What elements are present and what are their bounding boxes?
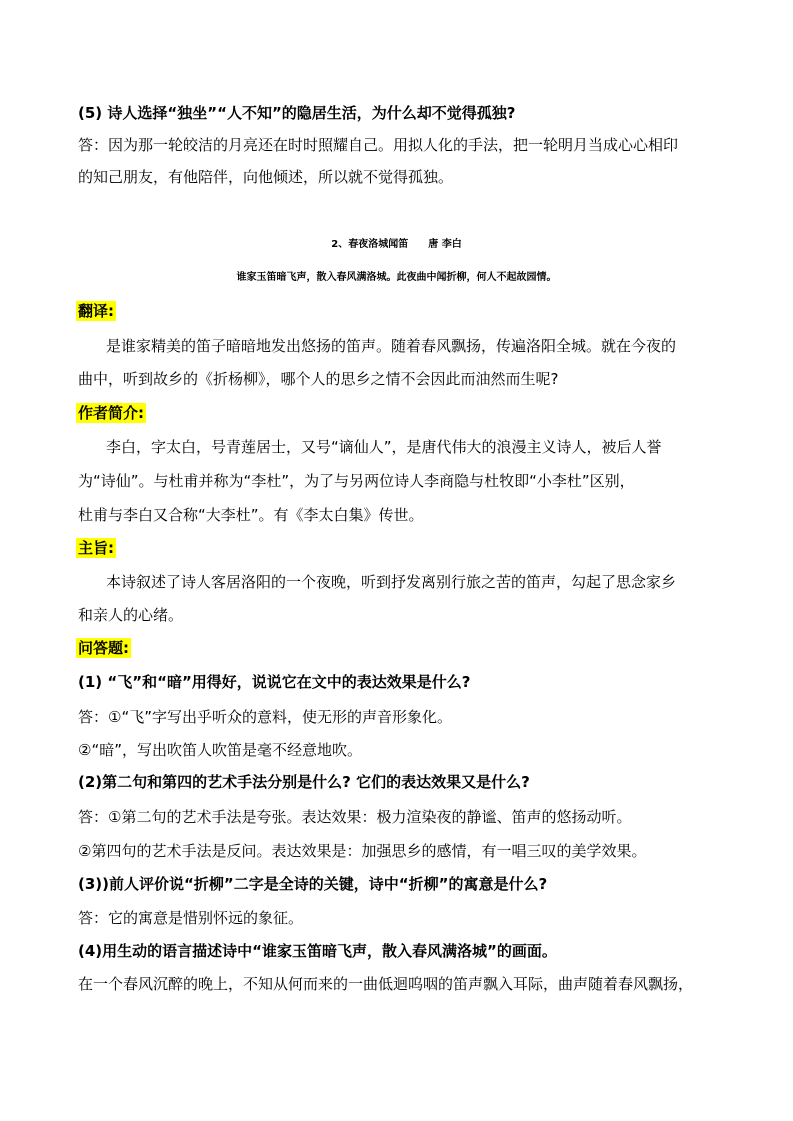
answer-5-line-1: 答：因为那一轮皎洁的月亮还在时时照耀自己。用拟人化的手法，把一轮明月当成心心相印 xyxy=(78,136,679,154)
answer-5-line-2: 的知己朋友，有他陪伴，向他倾述，所以就不觉得孤独。 xyxy=(78,168,454,186)
poem-text: 谁家玉笛暗飞声，散入春风满洛城。此夜曲中闻折柳，何人不起故园情。 xyxy=(236,272,557,283)
qa-heading xyxy=(76,638,131,658)
translation-heading-label: 翻译: xyxy=(78,302,114,320)
theme-line-1: 本诗叙述了诗人客居洛阳的一个夜晚，听到抒发离别行旅之苦的笛声，勾起了思念家乡 xyxy=(106,573,677,591)
theme-heading-label: 主旨: xyxy=(78,539,114,557)
answer-2-line-1: 答：①第二句的艺术手法是夸张。表达效果：极力渲染夜的静谧、笛声的悠扬动听。 xyxy=(78,808,632,826)
question-4: (4)用生动的语言描述诗中“谁家玉笛暗飞声，散入春风满洛城”的画面。 xyxy=(78,942,557,960)
answer-2-line-2: ②第四句的艺术手法是反问。表达效果是：加强思乡的感情，有一唱三叹的美学效果。 xyxy=(78,842,647,860)
author-line-2: 为“诗仙”。与杜甫并称为“李杜”，为了与另两位诗人李商隐与杜牧即“小李杜”区别， xyxy=(78,472,635,490)
theme-heading xyxy=(76,538,116,558)
answer-1-line-1: 答：①“飞”字写出乎听众的意料，使无形的声音形象化。 xyxy=(78,708,452,726)
theme-line-2: 和亲人的心绪。 xyxy=(78,606,184,624)
translation-line-1: 是谁家精美的笛子暗暗地发出悠扬的笛声。随着春风飘扬，传遍洛阳全城。就在今夜的 xyxy=(106,337,677,355)
author-heading xyxy=(76,403,146,423)
answer-4: 在一个春风沉醉的晚上，不知从何而来的一曲低迴呜咽的笛声飘入耳际，曲声随着春风飘扬， xyxy=(78,975,694,993)
question-1: (1) “飞”和“暗”用得好，说说它在文中的表达效果是什么? xyxy=(78,673,471,691)
question-3: (3))前人评价说“折柳”二字是全诗的关键，诗中“折柳”的寓意是什么? xyxy=(78,875,548,893)
poem-title: 2、春夜洛城闻笛 唐 李白 xyxy=(331,239,462,250)
answer-1-line-2: ②“暗”，写出吹笛人吹笛是毫不经意地吹。 xyxy=(78,741,362,759)
translation-heading xyxy=(76,301,116,321)
qa-heading-label: 问答题: xyxy=(78,639,129,657)
translation-line-2: 曲中，听到故乡的《折杨柳》，哪个人的思乡之情不会因此而油然而生呢? xyxy=(78,370,559,388)
answer-3: 答：它的寓意是惜别怀远的象征。 xyxy=(78,909,304,927)
author-heading-label: 作者简介: xyxy=(78,404,144,422)
question-5: (5) 诗人选择“独坐”“人不知”的隐居生活，为什么却不觉得孤独? xyxy=(78,104,516,122)
author-line-3: 杜甫与李白又合称“大李杜”。有《李太白集》传世。 xyxy=(78,506,424,524)
question-2: (2)第二句和第四的艺术手法分别是什么? 它们的表达效果又是什么? xyxy=(78,773,530,791)
author-line-1: 李白，字太白，号青莲居士，又号“谪仙人”，是唐代伟大的浪漫主义诗人，被后人誉 xyxy=(106,438,662,456)
